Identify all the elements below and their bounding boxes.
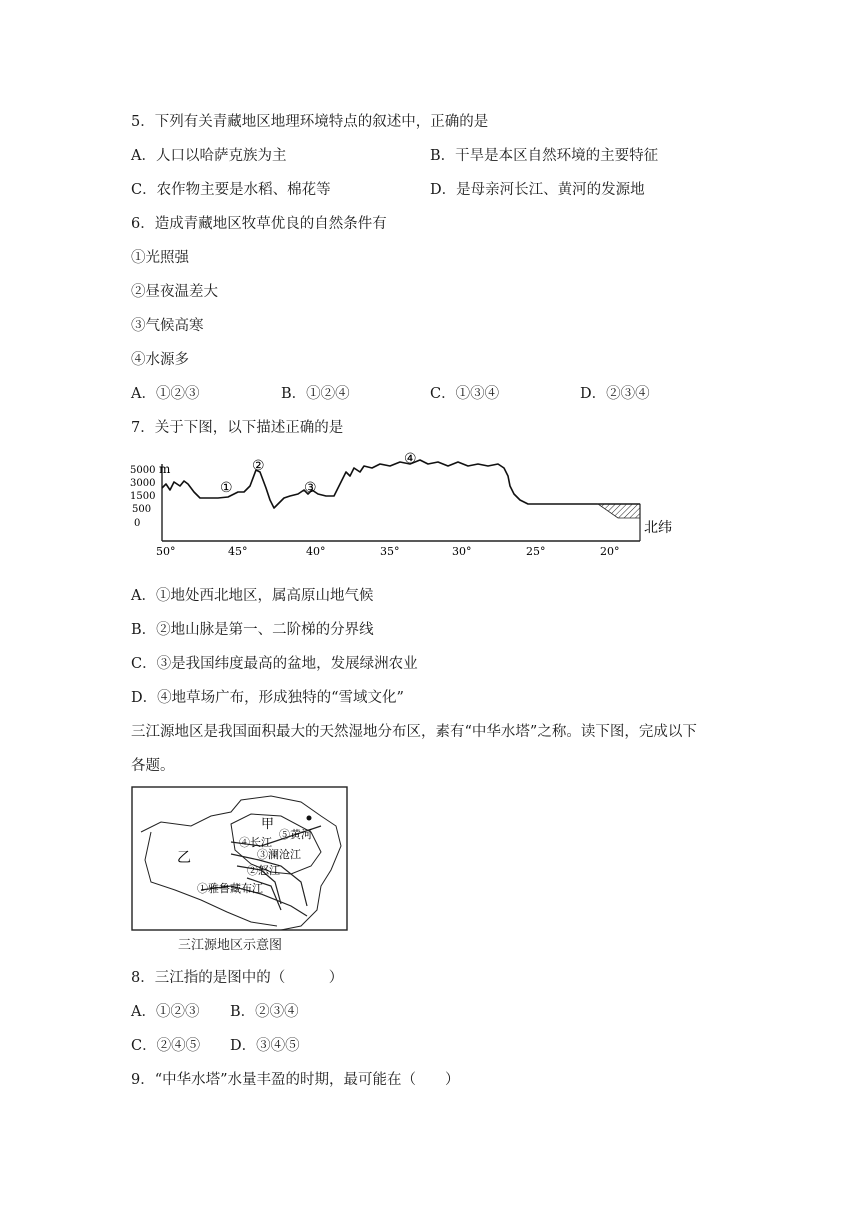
q6-item-1: ①光照强: [131, 250, 189, 266]
terrain-profile-line: [162, 460, 640, 508]
x-tick-50: 50°: [156, 545, 176, 558]
q7-option-d: D．④地草场广布，形成独特的“雪域文化”: [131, 690, 404, 706]
y-tick-500: 500: [132, 504, 152, 515]
y-tick-0: 0: [134, 518, 141, 529]
y-tick-5000: 5000: [130, 465, 156, 476]
x-tick-20: 20°: [600, 545, 620, 558]
y-tick-1500: 1500: [130, 491, 156, 502]
q6-item-2: ②昼夜温差大: [131, 284, 218, 300]
marker-2: ②: [252, 458, 265, 474]
marker-4: ④: [404, 451, 417, 467]
q6-option-a: A．①②③: [131, 386, 200, 402]
q5-stem: 5．下列有关青藏地区地理环境特点的叙述中，正确的是: [131, 114, 489, 130]
city-dot: [307, 816, 312, 821]
sea-area: [598, 504, 640, 518]
x-tick-35: 35°: [380, 545, 400, 558]
x-tick-40: 40°: [306, 545, 326, 558]
label-yarlung: ①雅鲁藏布江: [197, 882, 263, 895]
label-changjiang: ④长江: [239, 836, 272, 849]
label-huanghe: ⑤黄河: [279, 828, 312, 841]
q7-option-a: A．①地处西北地区，属高原山地气候: [131, 588, 374, 604]
q8-option-d: D．③④⑤: [230, 1038, 300, 1054]
intro-line-1: 三江源地区是我国面积最大的天然湿地分布区，素有“中华水塔”之称。读下图，完成以下: [131, 724, 697, 740]
q7-option-c: C．③是我国纬度最高的盆地，发展绿洲农业: [131, 656, 418, 672]
x-axis-label: 北纬: [644, 520, 672, 536]
q8-option-a: A．①②③: [131, 1004, 200, 1020]
q5-option-b: B．干旱是本区自然环境的主要特征: [430, 148, 659, 164]
intro-line-2: 各题。: [131, 758, 175, 774]
label-lancang: ③澜沧江: [257, 848, 301, 861]
label-yi: 乙: [177, 850, 191, 866]
q6-item-4: ④水源多: [131, 352, 189, 368]
q9-stem: 9．“中华水塔”水量丰盈的时期，最可能在（ ）: [131, 1072, 460, 1088]
x-tick-30: 30°: [452, 545, 472, 558]
q8-option-c: C．②④⑤: [131, 1038, 201, 1054]
q8-option-b: B．②③④: [230, 1004, 299, 1020]
marker-3: ③: [304, 480, 317, 496]
q5-option-a: A．人口以哈萨克族为主: [131, 148, 287, 164]
x-tick-45: 45°: [228, 545, 248, 558]
marker-1: ①: [220, 480, 233, 496]
y-unit: m: [159, 462, 171, 476]
q6-option-b: B．①②④: [281, 386, 350, 402]
label-jia: 甲: [261, 817, 275, 832]
q6-stem: 6．造成青藏地区牧草优良的自然条件有: [131, 216, 387, 232]
q5-option-d: D．是母亲河长江、黄河的发源地: [430, 182, 645, 198]
y-tick-3000: 3000: [130, 478, 156, 489]
q7-stem: 7．关于下图，以下描述正确的是: [131, 420, 344, 436]
q6-option-c: C．①③④: [430, 386, 500, 402]
q6-item-3: ③气候高寒: [131, 318, 204, 334]
x-tick-25: 25°: [526, 545, 546, 558]
label-nujiang: ②怒江: [247, 864, 280, 877]
q8-stem: 8．三江指的是图中的（ ）: [131, 970, 344, 986]
terrain-profile-figure: [128, 448, 688, 560]
sanjiangyuan-map: [131, 786, 349, 932]
q6-option-d: D．②③④: [580, 386, 650, 402]
map-caption: 三江源地区示意图: [178, 938, 283, 953]
q5-option-c: C．农作物主要是水稻、棉花等: [131, 182, 331, 198]
q7-option-b: B．②地山脉是第一、二阶梯的分界线: [131, 622, 374, 638]
